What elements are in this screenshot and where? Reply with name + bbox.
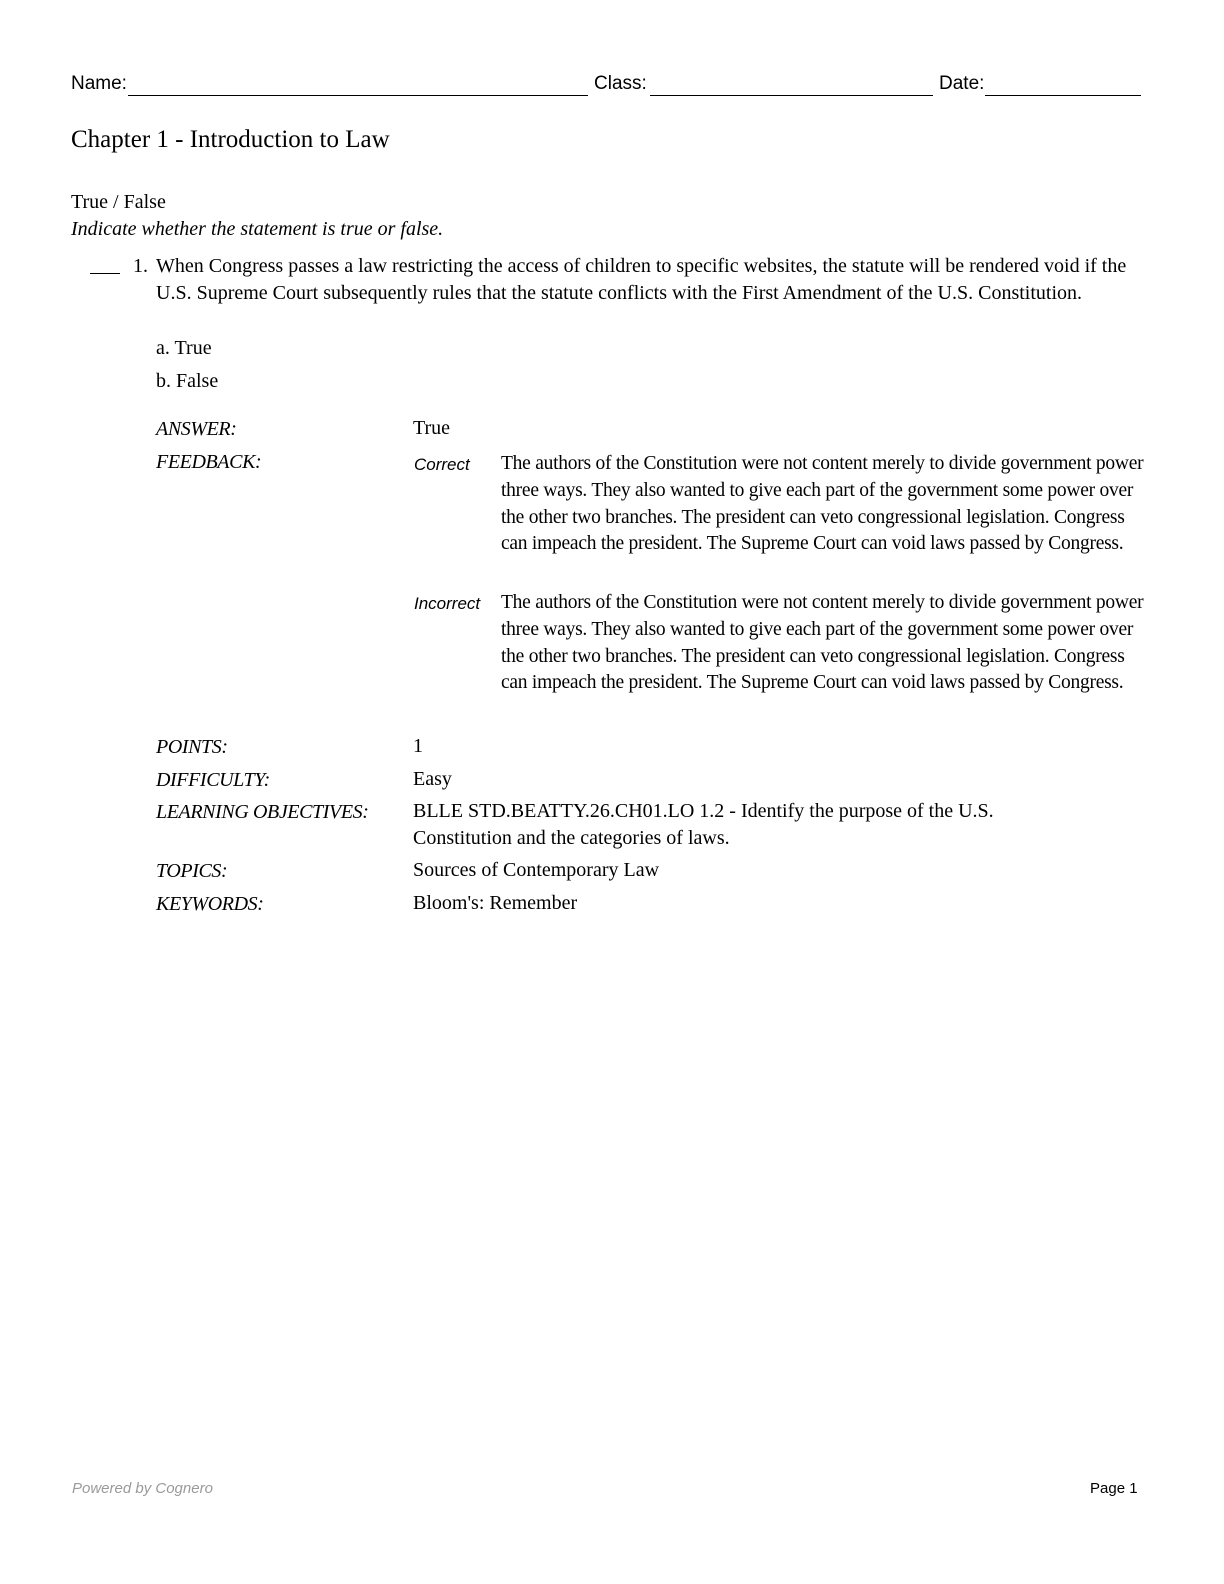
date-field-line xyxy=(985,95,1141,96)
answer-value: True xyxy=(413,417,451,439)
feedback-correct-text: The authors of the Constitution were not content merely to divide government power three ways. They also wanted to give each part of the government some power over the other two branches. The president can veto congressional legislation. Congress can impeach the president. The Supreme Court can void laws passed by Congress. xyxy=(501,453,1144,555)
feedback-correct-label: Correct xyxy=(414,455,470,474)
answer-label: ANSWER: xyxy=(156,418,237,440)
points-label: POINTS: xyxy=(156,736,228,758)
points-value: 1 xyxy=(413,735,423,757)
difficulty-value: Easy xyxy=(413,768,452,790)
answer-blank xyxy=(90,273,120,274)
learning-objectives-value: BLLE STD.BEATTY.26.CH01.LO 1.2 - Identify the purpose of the U.S. Constitution and the categories of laws. xyxy=(413,800,994,849)
student-info-header xyxy=(71,72,1141,98)
name-field-line xyxy=(128,95,588,96)
option-b: b. False xyxy=(156,370,219,392)
chapter-title: Chapter 1 - Introduction to Law xyxy=(71,126,390,153)
date-label: Date: xyxy=(939,73,985,94)
feedback-incorrect-text: The authors of the Constitution were not content merely to divide government power three ways. They also wanted to give each part of the government some power over the other two branches. The president can veto congressional legislation. Congress can impeach the president. The Supreme Court can void laws passed by Congress. xyxy=(501,592,1144,694)
learning-objectives-label: LEARNING OBJECTIVES: xyxy=(156,801,369,823)
feedback-label: FEEDBACK: xyxy=(156,451,262,473)
section-title: True / False xyxy=(71,191,166,213)
option-a: a. True xyxy=(156,337,212,359)
topics-label: TOPICS: xyxy=(156,860,228,882)
class-field-line xyxy=(650,95,933,96)
keywords-label: KEYWORDS: xyxy=(156,893,264,915)
name-label: Name: xyxy=(71,73,127,94)
page-number: Page 1 xyxy=(1090,1480,1138,1497)
class-label: Class: xyxy=(594,73,647,94)
powered-by-footer: Powered by Cognero xyxy=(72,1480,213,1497)
question-text: When Congress passes a law restricting the access of children to specific websites, the statute will be rendered void if the U.S. Supreme Court subsequently rules that the statute conflicts with the First Amendment of the U.S. Constitution. xyxy=(156,255,1127,304)
keywords-value: Bloom's: Remember xyxy=(413,892,578,914)
topics-value: Sources of Contemporary Law xyxy=(413,859,660,881)
difficulty-label: DIFFICULTY: xyxy=(156,769,270,791)
feedback-incorrect-label: Incorrect xyxy=(414,594,481,613)
section-instructions: Indicate whether the statement is true or false. xyxy=(71,218,444,240)
question-number: 1. xyxy=(133,255,148,277)
